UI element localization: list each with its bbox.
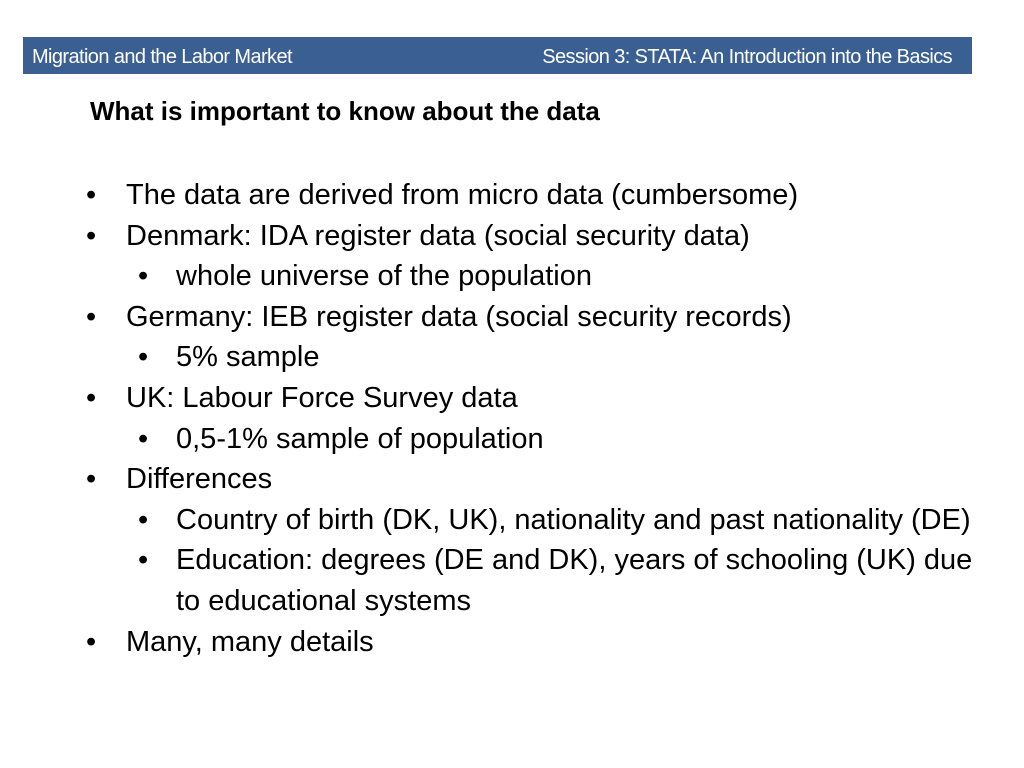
sub-bullet-item: [86, 540, 986, 621]
bullet-text: Many, many details: [126, 625, 374, 658]
bullet-text: UK: Labour Force Survey data: [126, 381, 518, 414]
bullet-text: Differences: [126, 463, 273, 496]
bullet-point-icon: •: [86, 381, 97, 414]
bullet-item: [86, 459, 986, 500]
bullet-point-icon: •: [138, 260, 149, 293]
bullet-point-icon: •: [138, 503, 149, 536]
bullet-text: 5% sample: [176, 341, 320, 374]
sub-bullet-item: [86, 500, 986, 541]
bullet-point-icon: •: [138, 544, 149, 577]
sub-bullet-item: [86, 337, 986, 378]
bullet-text: Education: degrees (DE and DK), years of schooling (UK) due to educational systems: [176, 544, 973, 617]
bullet-text: 0,5-1% sample of population: [176, 422, 544, 455]
bullet-item: [86, 175, 986, 216]
bullet-point-icon: •: [86, 179, 97, 211]
sub-bullet-item: [86, 256, 986, 297]
bullet-text: Denmark: IDA register data (social security data): [126, 219, 750, 252]
bullet-point-icon: •: [86, 300, 97, 333]
bullet-text: The data are derived from micro data (cumbersome): [126, 179, 799, 211]
bullet-point-icon: •: [86, 625, 97, 658]
slide-title: What is important to know about the data: [90, 96, 600, 126]
bullet-point-icon: •: [138, 422, 149, 455]
bullet-text: Country of birth (DK, UK), nationality and past nationality (DE): [176, 503, 971, 536]
session-title: Session 3: STATA: An Introduction into the Basics: [542, 46, 952, 68]
bullet-text: whole universe of the population: [176, 260, 592, 293]
bullet-text: Germany: IEB register data (social security records): [126, 300, 792, 333]
sub-bullet-item: [86, 419, 986, 460]
bullet-point-icon: •: [86, 463, 97, 496]
bullet-item: [86, 297, 986, 338]
course-title: Migration and the Labor Market: [32, 46, 292, 68]
bullet-item: [86, 378, 986, 419]
header-bar: [23, 37, 972, 74]
bullet-point-icon: •: [86, 219, 97, 252]
bullet-point-icon: •: [138, 341, 149, 374]
bullet-list: [86, 175, 986, 662]
bullet-item: [86, 216, 986, 257]
bullet-item: [86, 622, 986, 663]
